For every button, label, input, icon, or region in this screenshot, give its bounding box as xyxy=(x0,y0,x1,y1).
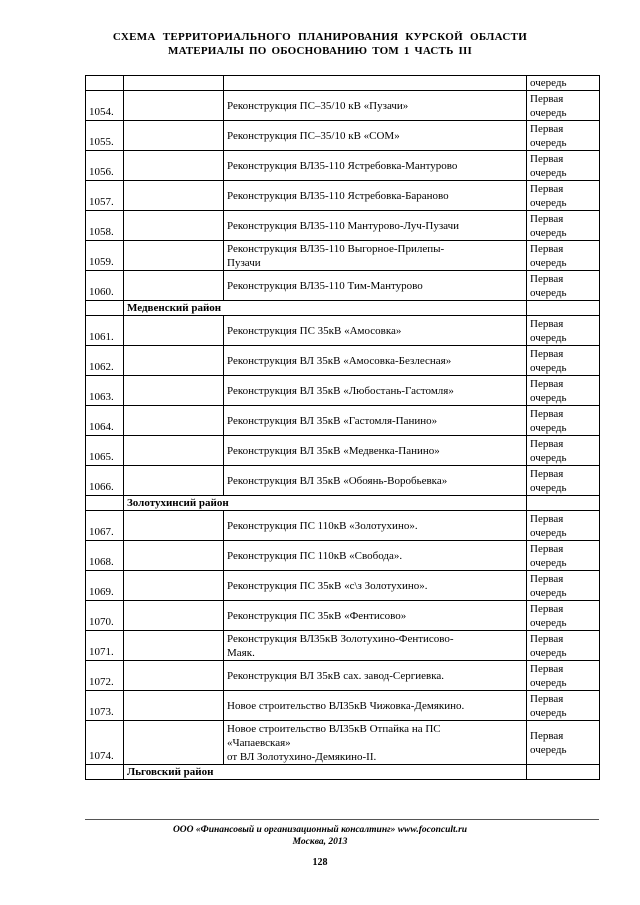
projects-table-body xyxy=(86,76,600,780)
projects-table xyxy=(85,75,600,780)
stage-line: Первая xyxy=(530,662,564,675)
table-row xyxy=(86,211,600,241)
stage-line: Первая xyxy=(530,152,564,165)
stage-line: Первая xyxy=(530,467,564,480)
table-row xyxy=(86,271,600,301)
stage-line: Первая xyxy=(530,212,564,225)
empty-cell xyxy=(124,211,224,241)
project-name-line: Новое строительство ВЛ35кВ Чижовка-Демякино. xyxy=(227,699,465,712)
stage-cell xyxy=(527,661,600,691)
stage-line: Первая xyxy=(530,407,564,420)
stage-cell xyxy=(527,121,600,151)
stage-line: очередь xyxy=(530,556,567,569)
project-name-line: Реконструкция ВЛ 35кВ «Гастомля-Панино» xyxy=(227,414,438,427)
stage-line: очередь xyxy=(530,226,567,239)
project-name xyxy=(224,376,527,406)
empty-cell xyxy=(124,721,224,765)
project-name-line: Реконструкция ПС 110кВ «Золотухино». xyxy=(227,519,418,532)
row-number: 1058. xyxy=(86,211,124,241)
table-row xyxy=(86,466,600,496)
project-name-line: Реконструкция ПС 35кВ «Амосовка» xyxy=(227,324,402,337)
project-name-line: Реконструкция ВЛ 35кВ «Медвенка-Панино» xyxy=(227,444,440,457)
stage-cell xyxy=(527,211,600,241)
stage-cell xyxy=(527,541,600,571)
section-row xyxy=(86,496,600,511)
stage-line: очередь xyxy=(530,451,567,464)
project-name xyxy=(224,601,527,631)
stage-cell xyxy=(527,241,600,271)
row-number: 1057. xyxy=(86,181,124,211)
table-row xyxy=(86,661,600,691)
stage-line: Первая xyxy=(530,122,564,135)
stage-line: очередь xyxy=(530,136,567,149)
table-row xyxy=(86,346,600,376)
stage-line: Первая xyxy=(530,512,564,525)
project-name xyxy=(224,316,527,346)
project-name-line: Пузачи xyxy=(227,256,261,269)
empty-cell xyxy=(124,601,224,631)
stage-cell xyxy=(527,346,600,376)
empty-cell xyxy=(124,91,224,121)
project-name xyxy=(224,181,527,211)
project-name xyxy=(224,346,527,376)
section-title: Золотухинсий район xyxy=(124,496,527,511)
empty-cell xyxy=(124,571,224,601)
empty-cell xyxy=(124,661,224,691)
empty-cell xyxy=(124,376,224,406)
stage-line: Первая xyxy=(530,572,564,585)
table-row xyxy=(86,571,600,601)
table-row xyxy=(86,121,600,151)
stage-cell xyxy=(527,436,600,466)
row-number: 1070. xyxy=(86,601,124,631)
row-number: 1072. xyxy=(86,661,124,691)
stage-line: очередь xyxy=(530,526,567,539)
project-name xyxy=(224,151,527,181)
project-name xyxy=(224,406,527,436)
footer-divider xyxy=(85,819,599,820)
stage-line: очередь xyxy=(530,586,567,599)
empty-cell xyxy=(124,691,224,721)
row-number: 1066. xyxy=(86,466,124,496)
project-name xyxy=(224,571,527,601)
stage-cell xyxy=(527,271,600,301)
footer-company: ООО «Финансовый и организационный консалтинг» www.foconcult.ru xyxy=(172,825,468,835)
table-row xyxy=(86,721,600,765)
empty-cell xyxy=(124,241,224,271)
row-number: 1056. xyxy=(86,151,124,181)
stage-line: очередь xyxy=(530,166,567,179)
empty-cell xyxy=(124,151,224,181)
table-row xyxy=(86,631,600,661)
project-name-line: Реконструкция ВЛ35-110 Выгорное-Прилепы- xyxy=(227,242,445,255)
project-name-line: Реконструкция ВЛ35-110 Тим-Мантурово xyxy=(227,279,423,292)
row-number: 1069. xyxy=(86,571,124,601)
stage-line: Первая xyxy=(530,437,564,450)
project-name-line: Реконструкция ВЛ35-110 Ястребовка-Бараново xyxy=(227,189,449,202)
page-header xyxy=(0,30,640,58)
project-name xyxy=(224,121,527,151)
stage-cell xyxy=(527,91,600,121)
project-name-line: от ВЛ Золотухино-Демякино-II. xyxy=(227,750,377,763)
row-number: 1065. xyxy=(86,436,124,466)
project-name-line: Реконструкция ВЛ 35кВ сах. завод-Сергиевка. xyxy=(227,669,445,682)
project-name xyxy=(224,511,527,541)
project-name xyxy=(224,211,527,241)
project-name xyxy=(224,661,527,691)
stage-line: очередь xyxy=(530,676,567,689)
footer-city-year: Москва, 2013 xyxy=(292,837,348,847)
empty-cell xyxy=(124,316,224,346)
stage-cell xyxy=(527,721,600,765)
table-row xyxy=(86,691,600,721)
row-number: 1074. xyxy=(86,721,124,765)
stage-cell xyxy=(527,601,600,631)
project-name-line: Реконструкция ВЛ35-110 Ястребовка-Мантурово xyxy=(227,159,458,172)
project-name xyxy=(224,466,527,496)
project-name xyxy=(224,721,527,765)
stage-line: очередь xyxy=(530,743,567,756)
empty-cell xyxy=(124,121,224,151)
empty-cell xyxy=(124,436,224,466)
empty-cell xyxy=(124,541,224,571)
stage-line: Первая xyxy=(530,182,564,195)
empty-cell xyxy=(124,346,224,376)
stage-line: очередь xyxy=(530,196,567,209)
row-number: 1073. xyxy=(86,691,124,721)
project-name-line: Реконструкция ПС–35/10 кВ «СОМ» xyxy=(227,129,400,142)
row-number: 1067. xyxy=(86,511,124,541)
table-row xyxy=(86,181,600,211)
stage-line: Первая xyxy=(530,242,564,255)
row-number: 1064. xyxy=(86,406,124,436)
row-number: 1054. xyxy=(86,91,124,121)
table-row xyxy=(86,376,600,406)
stage-line: очередь xyxy=(530,421,567,434)
table-row xyxy=(86,316,600,346)
project-name-line: Реконструкция ВЛ 35кВ «Обоянь-Воробьевка» xyxy=(227,474,448,487)
project-name-line: Новое строительство ВЛ35кВ Отпайка на ПС xyxy=(227,722,441,735)
project-name-line: Маяк. xyxy=(227,646,255,659)
stage-cell xyxy=(527,571,600,601)
stage-line: очередь xyxy=(530,106,567,119)
stage-line: очередь xyxy=(530,706,567,719)
project-name-line: Реконструкция ВЛ 35кВ «Любостань-Гастомля» xyxy=(227,384,454,397)
table-row xyxy=(86,406,600,436)
stage-line: Первая xyxy=(530,347,564,360)
stage-line: Первая xyxy=(530,377,564,390)
stage-cell xyxy=(527,691,600,721)
project-name xyxy=(224,271,527,301)
stage-line: Первая xyxy=(530,632,564,645)
stage-cell xyxy=(527,466,600,496)
project-name-line: «Чапаевская» xyxy=(227,736,291,749)
project-name-line: Реконструкция ВЛ35-110 Мантурово-Луч-Пузачи xyxy=(227,219,460,232)
project-name xyxy=(224,541,527,571)
stage-line: очередь xyxy=(530,256,567,269)
row-number: 1061. xyxy=(86,316,124,346)
stage-line: очередь xyxy=(530,361,567,374)
row-number: 1059. xyxy=(86,241,124,271)
stage-cell xyxy=(527,376,600,406)
project-name-line: Реконструкция ПС–35/10 кВ «Пузачи» xyxy=(227,99,409,112)
project-name xyxy=(224,241,527,271)
stage-line: Первая xyxy=(530,602,564,615)
stage-line: Первая xyxy=(530,92,564,105)
row-number: 1068. xyxy=(86,541,124,571)
stage-cell xyxy=(527,181,600,211)
stage-line: Первая xyxy=(530,729,564,742)
stage-line: очередь xyxy=(530,646,567,659)
stage-line: Первая xyxy=(530,272,564,285)
table-row xyxy=(86,241,600,271)
empty-cell xyxy=(124,271,224,301)
row-number: 1071. xyxy=(86,631,124,661)
stage-line: Первая xyxy=(530,542,564,555)
table-row xyxy=(86,436,600,466)
empty-cell xyxy=(124,181,224,211)
row-number: 1060. xyxy=(86,271,124,301)
stage-line: очередь xyxy=(530,481,567,494)
stage-cell xyxy=(527,511,600,541)
empty-cell xyxy=(124,511,224,541)
stage-line: очередь xyxy=(530,331,567,344)
empty-cell xyxy=(124,406,224,436)
project-name-line: Реконструкция ПС 35кВ «Фентисово» xyxy=(227,609,407,622)
row-number: 1063. xyxy=(86,376,124,406)
stage-line: очередь xyxy=(530,391,567,404)
page-number: 128 xyxy=(312,857,328,868)
section-row xyxy=(86,301,600,316)
table-row xyxy=(86,151,600,181)
project-name xyxy=(224,631,527,661)
project-name xyxy=(224,691,527,721)
section-title: Льговский район xyxy=(124,765,527,780)
stage-line: очередь xyxy=(530,286,567,299)
row-number: 1062. xyxy=(86,346,124,376)
continuation-row xyxy=(86,76,600,91)
project-name-line: Реконструкция ПС 110кВ «Свобода». xyxy=(227,549,403,562)
project-name xyxy=(224,436,527,466)
project-name-line: Реконструкция ВЛ35кВ Золотухино-Фентисово- xyxy=(227,632,454,645)
header-subtitle: МАТЕРИАЛЫ ПО ОБОСНОВАНИЮ ТОМ 1 ЧАСТЬ III xyxy=(168,45,472,57)
table-row xyxy=(86,541,600,571)
header-title: СХЕМА ТЕРРИТОРИАЛЬНОГО ПЛАНИРОВАНИЯ КУРСКОЙ ОБЛАСТИ xyxy=(112,31,528,43)
project-name-line: Реконструкция ВЛ 35кВ «Амосовка-Безлесная» xyxy=(227,354,452,367)
section-row xyxy=(86,765,600,780)
page-footer xyxy=(0,824,640,848)
stage-line: Первая xyxy=(530,317,564,330)
stage-cell: очередь xyxy=(527,76,600,91)
empty-cell xyxy=(124,466,224,496)
table-row xyxy=(86,601,600,631)
table-row xyxy=(86,91,600,121)
stage-line: Первая xyxy=(530,692,564,705)
project-name-line: Реконструкция ПС 35кВ «с\з Золотухино». xyxy=(227,579,428,592)
table-row xyxy=(86,511,600,541)
stage-line: очередь xyxy=(530,616,567,629)
project-name xyxy=(224,91,527,121)
stage-cell xyxy=(527,406,600,436)
section-title: Медвенский район xyxy=(124,301,527,316)
empty-cell xyxy=(124,631,224,661)
stage-cell xyxy=(527,631,600,661)
stage-cell xyxy=(527,151,600,181)
row-number: 1055. xyxy=(86,121,124,151)
stage-cell xyxy=(527,316,600,346)
